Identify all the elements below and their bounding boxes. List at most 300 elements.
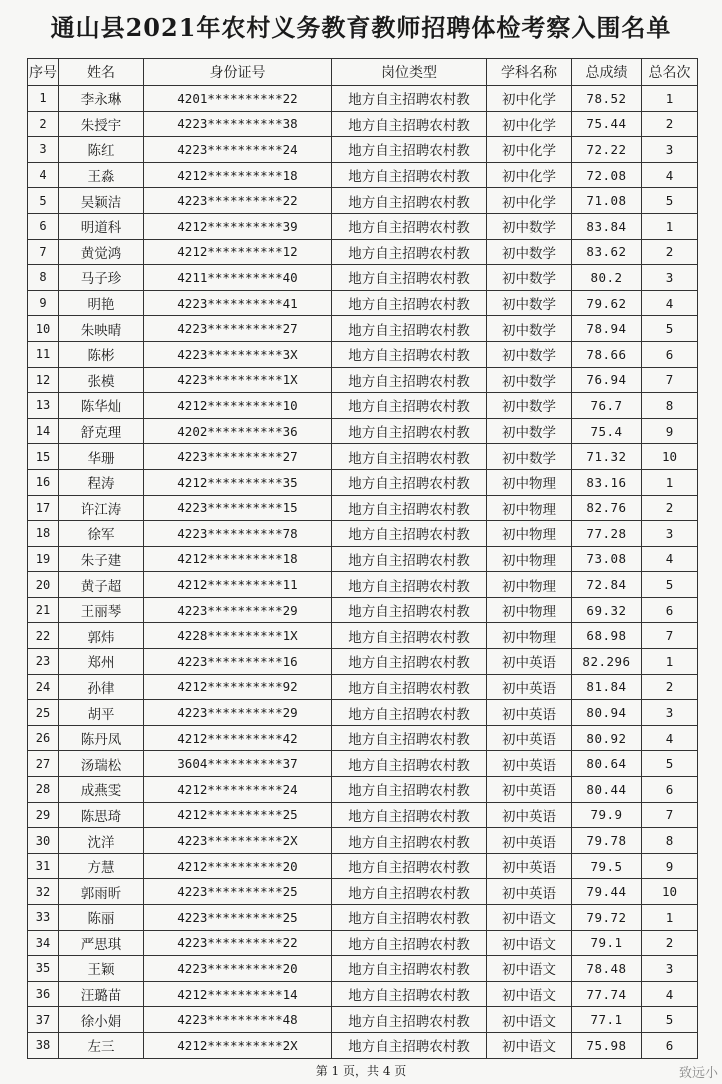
cell-total-score: 79.72 (572, 905, 642, 931)
table-row (28, 905, 698, 931)
table-row (28, 597, 698, 623)
cell-subject: 初中语文 (487, 1032, 572, 1058)
cell-id-number: 4212**********11 (144, 572, 332, 598)
table-row (28, 777, 698, 803)
cell-total-score: 82.76 (572, 495, 642, 521)
table-row (28, 86, 698, 112)
cell-subject: 初中语文 (487, 1007, 572, 1033)
cell-seq: 28 (28, 777, 59, 803)
cell-id-number: 4212**********14 (144, 981, 332, 1007)
cell-subject: 初中语文 (487, 905, 572, 931)
cell-id-number: 4223**********27 (144, 316, 332, 342)
cell-position-type: 地方自主招聘农村教 (332, 341, 487, 367)
cell-rank: 10 (642, 879, 698, 905)
cell-seq: 19 (28, 546, 59, 572)
table-row (28, 725, 698, 751)
cell-total-score: 76.94 (572, 367, 642, 393)
cell-total-score: 73.08 (572, 546, 642, 572)
cell-total-score: 79.44 (572, 879, 642, 905)
cell-rank: 5 (642, 751, 698, 777)
cell-name: 郭炜 (59, 623, 144, 649)
table-row (28, 137, 698, 163)
cell-position-type: 地方自主招聘农村教 (332, 828, 487, 854)
cell-total-score: 82.296 (572, 649, 642, 675)
cell-total-score: 75.44 (572, 111, 642, 137)
cell-seq: 6 (28, 213, 59, 239)
cell-name: 王颖 (59, 956, 144, 982)
table-row (28, 265, 698, 291)
cell-id-number: 4212**********10 (144, 393, 332, 419)
cell-id-number: 4223**********38 (144, 111, 332, 137)
cell-id-number: 4223**********22 (144, 930, 332, 956)
cell-id-number: 4201**********22 (144, 86, 332, 112)
cell-total-score: 80.2 (572, 265, 642, 291)
cell-name: 汤瑞松 (59, 751, 144, 777)
header-name: 姓名 (59, 59, 144, 86)
cell-total-score: 80.94 (572, 700, 642, 726)
cell-rank: 1 (642, 213, 698, 239)
cell-position-type: 地方自主招聘农村教 (332, 905, 487, 931)
cell-seq: 34 (28, 930, 59, 956)
cell-subject: 初中英语 (487, 751, 572, 777)
table-row (28, 623, 698, 649)
cell-rank: 6 (642, 597, 698, 623)
table-row (28, 367, 698, 393)
cell-subject: 初中化学 (487, 86, 572, 112)
cell-seq: 20 (28, 572, 59, 598)
cell-seq: 13 (28, 393, 59, 419)
cell-rank: 5 (642, 1007, 698, 1033)
table-header-row (28, 59, 698, 86)
cell-id-number: 4223**********1X (144, 367, 332, 393)
cell-name: 舒克理 (59, 418, 144, 444)
table-row (28, 111, 698, 137)
cell-position-type: 地方自主招聘农村教 (332, 981, 487, 1007)
cell-id-number: 4228**********1X (144, 623, 332, 649)
cell-rank: 4 (642, 981, 698, 1007)
cell-seq: 31 (28, 853, 59, 879)
table-row (28, 418, 698, 444)
cell-seq: 2 (28, 111, 59, 137)
cell-rank: 3 (642, 521, 698, 547)
cell-subject: 初中语文 (487, 956, 572, 982)
cell-position-type: 地方自主招聘农村教 (332, 162, 487, 188)
candidate-table (27, 58, 698, 1059)
cell-rank: 4 (642, 725, 698, 751)
cell-subject: 初中数学 (487, 341, 572, 367)
cell-seq: 37 (28, 1007, 59, 1033)
cell-position-type: 地方自主招聘农村教 (332, 290, 487, 316)
cell-total-score: 80.64 (572, 751, 642, 777)
cell-total-score: 69.32 (572, 597, 642, 623)
cell-position-type: 地方自主招聘农村教 (332, 725, 487, 751)
cell-total-score: 71.08 (572, 188, 642, 214)
cell-rank: 6 (642, 777, 698, 803)
cell-seq: 8 (28, 265, 59, 291)
table-row (28, 162, 698, 188)
cell-seq: 1 (28, 86, 59, 112)
cell-rank: 2 (642, 239, 698, 265)
cell-name: 李永琳 (59, 86, 144, 112)
cell-id-number: 4223**********29 (144, 597, 332, 623)
cell-total-score: 81.84 (572, 674, 642, 700)
cell-position-type: 地方自主招聘农村教 (332, 1032, 487, 1058)
cell-subject: 初中数学 (487, 265, 572, 291)
cell-rank: 3 (642, 700, 698, 726)
cell-rank: 4 (642, 290, 698, 316)
cell-position-type: 地方自主招聘农村教 (332, 111, 487, 137)
table-row (28, 751, 698, 777)
cell-seq: 18 (28, 521, 59, 547)
cell-total-score: 68.98 (572, 623, 642, 649)
cell-subject: 初中物理 (487, 572, 572, 598)
cell-name: 左三 (59, 1032, 144, 1058)
table-row (28, 700, 698, 726)
cell-subject: 初中数学 (487, 444, 572, 470)
cell-id-number: 4223**********3X (144, 341, 332, 367)
cell-rank: 1 (642, 86, 698, 112)
cell-total-score: 75.4 (572, 418, 642, 444)
cell-seq: 7 (28, 239, 59, 265)
cell-seq: 22 (28, 623, 59, 649)
cell-name: 许江涛 (59, 495, 144, 521)
cell-rank: 7 (642, 367, 698, 393)
cell-rank: 1 (642, 649, 698, 675)
cell-seq: 9 (28, 290, 59, 316)
table-row (28, 188, 698, 214)
cell-position-type: 地方自主招聘农村教 (332, 521, 487, 547)
cell-subject: 初中化学 (487, 111, 572, 137)
cell-name: 沈洋 (59, 828, 144, 854)
cell-total-score: 75.98 (572, 1032, 642, 1058)
cell-name: 马子珍 (59, 265, 144, 291)
header-position-type: 岗位类型 (332, 59, 487, 86)
cell-rank: 2 (642, 674, 698, 700)
table-row (28, 956, 698, 982)
cell-name: 陈华灿 (59, 393, 144, 419)
cell-id-number: 4212**********92 (144, 674, 332, 700)
cell-name: 胡平 (59, 700, 144, 726)
cell-id-number: 4223**********78 (144, 521, 332, 547)
cell-subject: 初中英语 (487, 777, 572, 803)
cell-id-number: 4223**********41 (144, 290, 332, 316)
watermark: 致远小 (678, 1066, 718, 1081)
cell-name: 张模 (59, 367, 144, 393)
cell-position-type: 地方自主招聘农村教 (332, 316, 487, 342)
table-row (28, 341, 698, 367)
table-row (28, 572, 698, 598)
cell-position-type: 地方自主招聘农村教 (332, 546, 487, 572)
cell-name: 孙律 (59, 674, 144, 700)
cell-seq: 26 (28, 725, 59, 751)
cell-total-score: 83.16 (572, 469, 642, 495)
cell-name: 徐军 (59, 521, 144, 547)
cell-id-number: 4223**********27 (144, 444, 332, 470)
cell-rank: 5 (642, 572, 698, 598)
cell-seq: 38 (28, 1032, 59, 1058)
cell-seq: 30 (28, 828, 59, 854)
cell-subject: 初中物理 (487, 546, 572, 572)
table-row (28, 649, 698, 675)
cell-total-score: 76.7 (572, 393, 642, 419)
cell-name: 陈红 (59, 137, 144, 163)
cell-position-type: 地方自主招聘农村教 (332, 956, 487, 982)
cell-rank: 3 (642, 265, 698, 291)
table-row (28, 879, 698, 905)
cell-subject: 初中数学 (487, 367, 572, 393)
cell-id-number: 3604**********37 (144, 751, 332, 777)
cell-total-score: 79.78 (572, 828, 642, 854)
cell-total-score: 78.94 (572, 316, 642, 342)
cell-total-score: 83.84 (572, 213, 642, 239)
cell-id-number: 4212**********35 (144, 469, 332, 495)
cell-position-type: 地方自主招聘农村教 (332, 137, 487, 163)
cell-name: 王丽琴 (59, 597, 144, 623)
cell-position-type: 地方自主招聘农村教 (332, 674, 487, 700)
cell-position-type: 地方自主招聘农村教 (332, 367, 487, 393)
cell-id-number: 4223**********2X (144, 828, 332, 854)
cell-name: 明艳 (59, 290, 144, 316)
cell-seq: 12 (28, 367, 59, 393)
cell-seq: 10 (28, 316, 59, 342)
cell-id-number: 4223**********25 (144, 905, 332, 931)
cell-position-type: 地方自主招聘农村教 (332, 751, 487, 777)
cell-id-number: 4212**********18 (144, 546, 332, 572)
cell-id-number: 4212**********39 (144, 213, 332, 239)
cell-subject: 初中英语 (487, 879, 572, 905)
cell-id-number: 4212**********18 (144, 162, 332, 188)
cell-total-score: 71.32 (572, 444, 642, 470)
cell-total-score: 80.92 (572, 725, 642, 751)
cell-rank: 2 (642, 930, 698, 956)
cell-seq: 14 (28, 418, 59, 444)
table-row (28, 239, 698, 265)
cell-rank: 6 (642, 341, 698, 367)
cell-position-type: 地方自主招聘农村教 (332, 265, 487, 291)
cell-total-score: 77.28 (572, 521, 642, 547)
cell-seq: 4 (28, 162, 59, 188)
table-row (28, 930, 698, 956)
cell-total-score: 79.5 (572, 853, 642, 879)
cell-name: 明道科 (59, 213, 144, 239)
cell-id-number: 4212**********42 (144, 725, 332, 751)
cell-name: 徐小娟 (59, 1007, 144, 1033)
cell-total-score: 72.08 (572, 162, 642, 188)
cell-name: 程涛 (59, 469, 144, 495)
cell-id-number: 4223**********16 (144, 649, 332, 675)
table-row (28, 828, 698, 854)
cell-name: 方慧 (59, 853, 144, 879)
cell-name: 陈丹凤 (59, 725, 144, 751)
cell-id-number: 4212**********25 (144, 802, 332, 828)
header-id-number: 身份证号 (144, 59, 332, 86)
cell-position-type: 地方自主招聘农村教 (332, 188, 487, 214)
cell-seq: 11 (28, 341, 59, 367)
cell-name: 王淼 (59, 162, 144, 188)
cell-name: 黄子超 (59, 572, 144, 598)
cell-name: 朱子建 (59, 546, 144, 572)
cell-name: 郭雨昕 (59, 879, 144, 905)
cell-subject: 初中物理 (487, 469, 572, 495)
cell-seq: 5 (28, 188, 59, 214)
cell-subject: 初中化学 (487, 137, 572, 163)
table-row (28, 213, 698, 239)
cell-position-type: 地方自主招聘农村教 (332, 802, 487, 828)
cell-rank: 9 (642, 418, 698, 444)
cell-seq: 32 (28, 879, 59, 905)
cell-rank: 7 (642, 623, 698, 649)
cell-seq: 15 (28, 444, 59, 470)
cell-name: 郑州 (59, 649, 144, 675)
cell-name: 华珊 (59, 444, 144, 470)
cell-total-score: 80.44 (572, 777, 642, 803)
cell-position-type: 地方自主招聘农村教 (332, 930, 487, 956)
cell-total-score: 79.1 (572, 930, 642, 956)
cell-rank: 1 (642, 469, 698, 495)
cell-rank: 8 (642, 828, 698, 854)
cell-total-score: 79.62 (572, 290, 642, 316)
cell-id-number: 4202**********36 (144, 418, 332, 444)
cell-subject: 初中物理 (487, 597, 572, 623)
cell-rank: 5 (642, 316, 698, 342)
cell-subject: 初中物理 (487, 623, 572, 649)
cell-rank: 3 (642, 137, 698, 163)
cell-subject: 初中数学 (487, 393, 572, 419)
cell-position-type: 地方自主招聘农村教 (332, 213, 487, 239)
table-row (28, 546, 698, 572)
table-row (28, 444, 698, 470)
cell-position-type: 地方自主招聘农村教 (332, 469, 487, 495)
header-rank: 总名次 (642, 59, 698, 86)
cell-rank: 1 (642, 905, 698, 931)
page-footer: 第 1 页，共 4 页 (315, 1064, 407, 1078)
cell-rank: 10 (642, 444, 698, 470)
cell-rank: 2 (642, 495, 698, 521)
cell-subject: 初中数学 (487, 239, 572, 265)
cell-seq: 24 (28, 674, 59, 700)
cell-subject: 初中语文 (487, 930, 572, 956)
cell-seq: 23 (28, 649, 59, 675)
cell-position-type: 地方自主招聘农村教 (332, 1007, 487, 1033)
cell-total-score: 83.62 (572, 239, 642, 265)
cell-rank: 4 (642, 546, 698, 572)
cell-seq: 3 (28, 137, 59, 163)
table-row (28, 495, 698, 521)
cell-seq: 17 (28, 495, 59, 521)
cell-total-score: 77.1 (572, 1007, 642, 1033)
table-row (28, 290, 698, 316)
cell-subject: 初中数学 (487, 290, 572, 316)
table-row (28, 1007, 698, 1033)
cell-rank: 9 (642, 853, 698, 879)
cell-rank: 6 (642, 1032, 698, 1058)
cell-subject: 初中化学 (487, 188, 572, 214)
cell-total-score: 79.9 (572, 802, 642, 828)
table-row (28, 316, 698, 342)
cell-name: 陈丽 (59, 905, 144, 931)
cell-id-number: 4223**********22 (144, 188, 332, 214)
cell-name: 汪璐苗 (59, 981, 144, 1007)
cell-name: 陈彬 (59, 341, 144, 367)
cell-total-score: 78.48 (572, 956, 642, 982)
cell-id-number: 4212**********12 (144, 239, 332, 265)
cell-total-score: 77.74 (572, 981, 642, 1007)
cell-id-number: 4223**********24 (144, 137, 332, 163)
cell-id-number: 4223**********15 (144, 495, 332, 521)
cell-id-number: 4223**********29 (144, 700, 332, 726)
table-row (28, 802, 698, 828)
cell-id-number: 4212**********24 (144, 777, 332, 803)
table-row (28, 853, 698, 879)
cell-seq: 27 (28, 751, 59, 777)
cell-subject: 初中英语 (487, 828, 572, 854)
cell-position-type: 地方自主招聘农村教 (332, 853, 487, 879)
cell-position-type: 地方自主招聘农村教 (332, 649, 487, 675)
cell-seq: 16 (28, 469, 59, 495)
cell-position-type: 地方自主招聘农村教 (332, 86, 487, 112)
cell-name: 陈思琦 (59, 802, 144, 828)
cell-seq: 25 (28, 700, 59, 726)
cell-name: 严思琪 (59, 930, 144, 956)
cell-position-type: 地方自主招聘农村教 (332, 418, 487, 444)
cell-position-type: 地方自主招聘农村教 (332, 879, 487, 905)
table-row (28, 981, 698, 1007)
cell-id-number: 4212**********2X (144, 1032, 332, 1058)
table-row (28, 674, 698, 700)
cell-total-score: 78.52 (572, 86, 642, 112)
cell-position-type: 地方自主招聘农村教 (332, 623, 487, 649)
cell-rank: 8 (642, 393, 698, 419)
cell-total-score: 72.22 (572, 137, 642, 163)
cell-subject: 初中英语 (487, 725, 572, 751)
cell-subject: 初中物理 (487, 495, 572, 521)
cell-position-type: 地方自主招聘农村教 (332, 239, 487, 265)
cell-id-number: 4211**********40 (144, 265, 332, 291)
cell-id-number: 4212**********20 (144, 853, 332, 879)
header-subject: 学科名称 (487, 59, 572, 86)
cell-seq: 35 (28, 956, 59, 982)
cell-id-number: 4223**********48 (144, 1007, 332, 1033)
cell-position-type: 地方自主招聘农村教 (332, 777, 487, 803)
cell-subject: 初中数学 (487, 213, 572, 239)
cell-position-type: 地方自主招聘农村教 (332, 495, 487, 521)
cell-subject: 初中英语 (487, 674, 572, 700)
cell-name: 黄觉鸿 (59, 239, 144, 265)
cell-seq: 33 (28, 905, 59, 931)
cell-position-type: 地方自主招聘农村教 (332, 597, 487, 623)
cell-subject: 初中物理 (487, 521, 572, 547)
cell-name: 吴颖洁 (59, 188, 144, 214)
cell-total-score: 72.84 (572, 572, 642, 598)
header-seq: 序号 (28, 59, 59, 86)
cell-position-type: 地方自主招聘农村教 (332, 393, 487, 419)
cell-position-type: 地方自主招聘农村教 (332, 444, 487, 470)
cell-rank: 5 (642, 188, 698, 214)
cell-rank: 4 (642, 162, 698, 188)
cell-seq: 21 (28, 597, 59, 623)
header-total-score: 总成绩 (572, 59, 642, 86)
table-row (28, 469, 698, 495)
cell-position-type: 地方自主招聘农村教 (332, 700, 487, 726)
cell-seq: 36 (28, 981, 59, 1007)
cell-subject: 初中化学 (487, 162, 572, 188)
table-row (28, 521, 698, 547)
cell-total-score: 78.66 (572, 341, 642, 367)
cell-rank: 2 (642, 111, 698, 137)
cell-subject: 初中语文 (487, 981, 572, 1007)
cell-subject: 初中英语 (487, 649, 572, 675)
cell-position-type: 地方自主招聘农村教 (332, 572, 487, 598)
